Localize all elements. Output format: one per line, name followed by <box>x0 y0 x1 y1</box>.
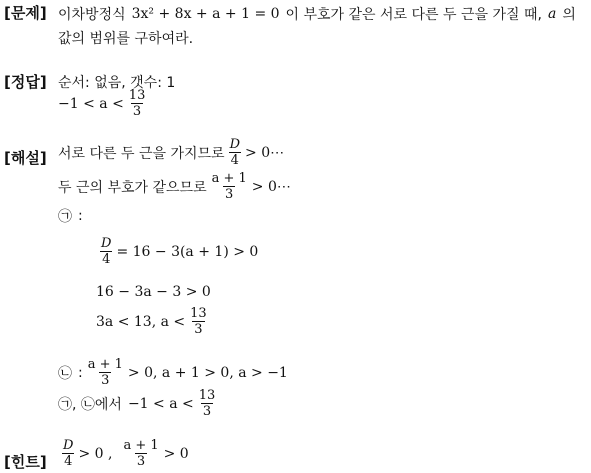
solution-line-1-text: 서로 다른 두 근을 가지므로 <box>58 145 225 162</box>
hint-line <box>58 438 189 469</box>
answer-inequality: −1 < a < <box>58 95 124 112</box>
step-3-fraction <box>188 306 209 337</box>
solution-line-2-fraction <box>210 171 249 202</box>
answer-line-2 <box>58 88 150 119</box>
hint-fraction-2 <box>121 438 160 469</box>
problem-text-2: 의 <box>562 7 576 23</box>
step-1 <box>96 236 258 267</box>
solution-line-1-tail: > 0⋯ <box>245 144 285 161</box>
step-1-den: 4 <box>102 252 111 267</box>
solution-line-5-fraction <box>197 388 218 419</box>
answer-frac-den: 3 <box>132 104 142 119</box>
solution-line-5-den: 3 <box>202 404 212 419</box>
step-1-num: D <box>101 236 112 251</box>
step-3-left: 3a < 13, a < <box>96 313 186 330</box>
solution-line-5-left: −1 < a < <box>127 395 194 412</box>
solution-line-4-fraction <box>86 357 125 388</box>
solution-line-1 <box>58 137 284 168</box>
solution-label: [해설] <box>4 149 47 167</box>
problem-label: [문제] <box>4 4 47 22</box>
hint-frac-1-den: 4 <box>64 454 73 469</box>
solution-line-5-text: ㉠, ㉡에서 <box>58 396 122 413</box>
problem-equation: 3x² + 8x + a + 1 = 0 <box>131 6 280 22</box>
circled-2: ㉡ <box>58 365 72 382</box>
problem-prefix: 이차방정식 <box>58 7 126 23</box>
step-3 <box>96 306 212 337</box>
step-1-fraction <box>99 236 113 267</box>
problem-line-1 <box>58 4 576 24</box>
circled-1-colon: : <box>78 208 83 224</box>
answer-label: [정답] <box>4 73 47 91</box>
problem-var-a: a <box>547 6 557 22</box>
circled-2-colon: : <box>78 364 83 381</box>
solution-line-2-text: 두 근의 부호가 같으므로 <box>58 179 207 196</box>
solution-line-1-num: D <box>229 137 241 152</box>
step-1-tail: = 16 − 3(a + 1) > 0 <box>116 243 259 260</box>
hint-fraction-1 <box>61 438 75 469</box>
hint-frac-2-num: a + 1 <box>123 438 159 453</box>
circled-1: ㉠ <box>58 209 72 225</box>
hint-tail-1: > 0 , <box>78 445 113 462</box>
hint-frac-2-den: 3 <box>136 454 146 469</box>
solution-line-4-den: 3 <box>101 373 110 388</box>
hint-label: [힌트] <box>4 453 47 471</box>
answer-frac-num: 13 <box>128 88 146 103</box>
step-2: 16 − 3a − 3 > 0 <box>96 284 211 300</box>
solution-line-1-den: 4 <box>230 153 239 168</box>
solution-line-3 <box>58 206 83 226</box>
hint-frac-1-num: D <box>63 438 74 453</box>
answer-fraction <box>127 88 148 119</box>
solution-line-1-fraction <box>228 137 242 168</box>
solution-line-2-num: a + 1 <box>211 171 247 186</box>
problem-text-1: 이 부호가 같은 서로 다른 두 근을 가질 때, <box>285 7 542 23</box>
solution-line-4-num: a + 1 <box>87 357 123 372</box>
solution-line-5-num: 13 <box>198 388 216 403</box>
answer-line-1: 순서: 없음, 갯수: 1 <box>58 75 176 91</box>
step-3-num: 13 <box>190 306 207 321</box>
step-3-den: 3 <box>194 322 203 337</box>
hint-tail-2: > 0 <box>163 445 189 462</box>
solution-line-2 <box>58 171 291 202</box>
solution-line-4-tail: > 0, a + 1 > 0, a > −1 <box>127 364 288 381</box>
solution-line-2-den: 3 <box>225 187 234 202</box>
solution-line-4 <box>58 357 288 388</box>
solution-line-5 <box>58 388 220 419</box>
solution-line-2-tail: > 0⋯ <box>251 178 291 195</box>
problem-line-2: 값의 범위를 구하여라. <box>58 31 194 47</box>
